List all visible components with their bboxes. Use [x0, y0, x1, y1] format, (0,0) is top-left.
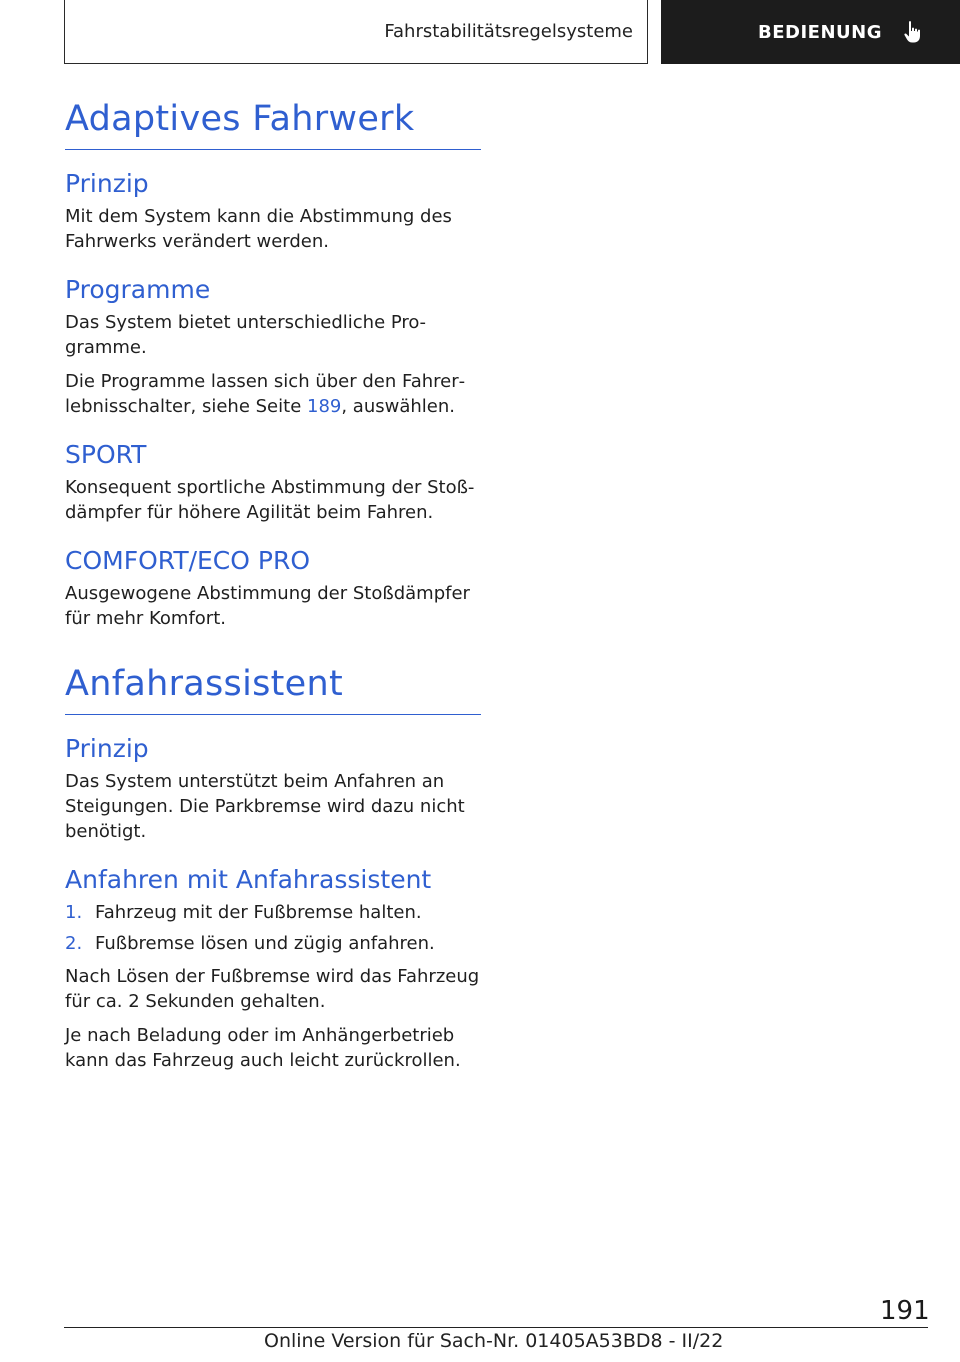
running-header-chapter	[661, 0, 960, 64]
paragraph-programme-2: Die Programme lassen sich über den Fahrerlebnisschalter, siehe Seite 189, auswählen.	[65, 371, 466, 417]
step-text: Fußbremse lösen und zügig anfahren.	[95, 933, 435, 954]
list-item	[65, 900, 481, 925]
paragraph-comfort: Ausgewogene Abstimmung der Stoßdämpfer für mehr Komfort.	[65, 583, 470, 629]
subheading-prinzip: Prinzip	[65, 169, 149, 198]
footer-rule	[64, 1327, 928, 1328]
list-item	[65, 931, 481, 956]
chapter-title: BEDIENUNG	[758, 21, 882, 43]
paragraph-after-2: Je nach Beladung oder im Anhängerbetrieb kann das Fahrzeug auch leicht zurückrollen.	[65, 1025, 461, 1071]
subheading-prinzip-2: Prinzip	[65, 734, 149, 763]
page-number: 191	[880, 1296, 930, 1326]
subheading-programme: Programme	[65, 275, 211, 304]
paragraph-sport: Konsequent sportliche Abstimmung der Stoßdämpfer für höhere Agilität beim Fahren.	[65, 477, 475, 523]
subheading-comfort-eco-pro: COMFORT/ECO PRO	[65, 546, 311, 575]
pointing-hand-icon	[900, 19, 926, 45]
step-number: 2.	[65, 933, 83, 954]
step-text: Fahrzeug mit der Fußbremse halten.	[95, 902, 422, 923]
paragraph-programme-1: Das System bietet unterschiedliche Programme.	[65, 312, 426, 358]
paragraph-prinzip-2: Das System unterstützt beim Anfahren an Steigungen. Die Parkbremse wird dazu nicht benötigt.	[65, 771, 465, 842]
paragraph-prinzip: Mit dem System kann die Abstimmung des Fahrwerks verändert werden.	[65, 206, 452, 252]
content-column	[65, 96, 481, 1073]
step-number: 1.	[65, 902, 83, 923]
page-reference-link[interactable]: 189	[307, 396, 342, 417]
step-list	[65, 900, 481, 956]
section-title: Fahrstabilitätsregelsysteme	[384, 21, 633, 42]
paragraph-after-1: Nach Lösen der Fußbremse wird das Fahrzeug für ca. 2 Sekunden gehalten.	[65, 966, 480, 1012]
footer-text: Online Version für Sach-Nr. 01405A53BD8 - II/22	[264, 1330, 724, 1352]
subheading-sport: SPORT	[65, 440, 147, 469]
section-heading-adaptives-fahrwerk: Adaptives Fahrwerk	[65, 96, 481, 150]
subheading-anfahren-mit-anfahrassistent: Anfahren mit Anfahrassistent	[65, 865, 432, 894]
section-heading-anfahrassistent: Anfahrassistent	[65, 661, 481, 715]
running-header-section	[64, 0, 648, 64]
